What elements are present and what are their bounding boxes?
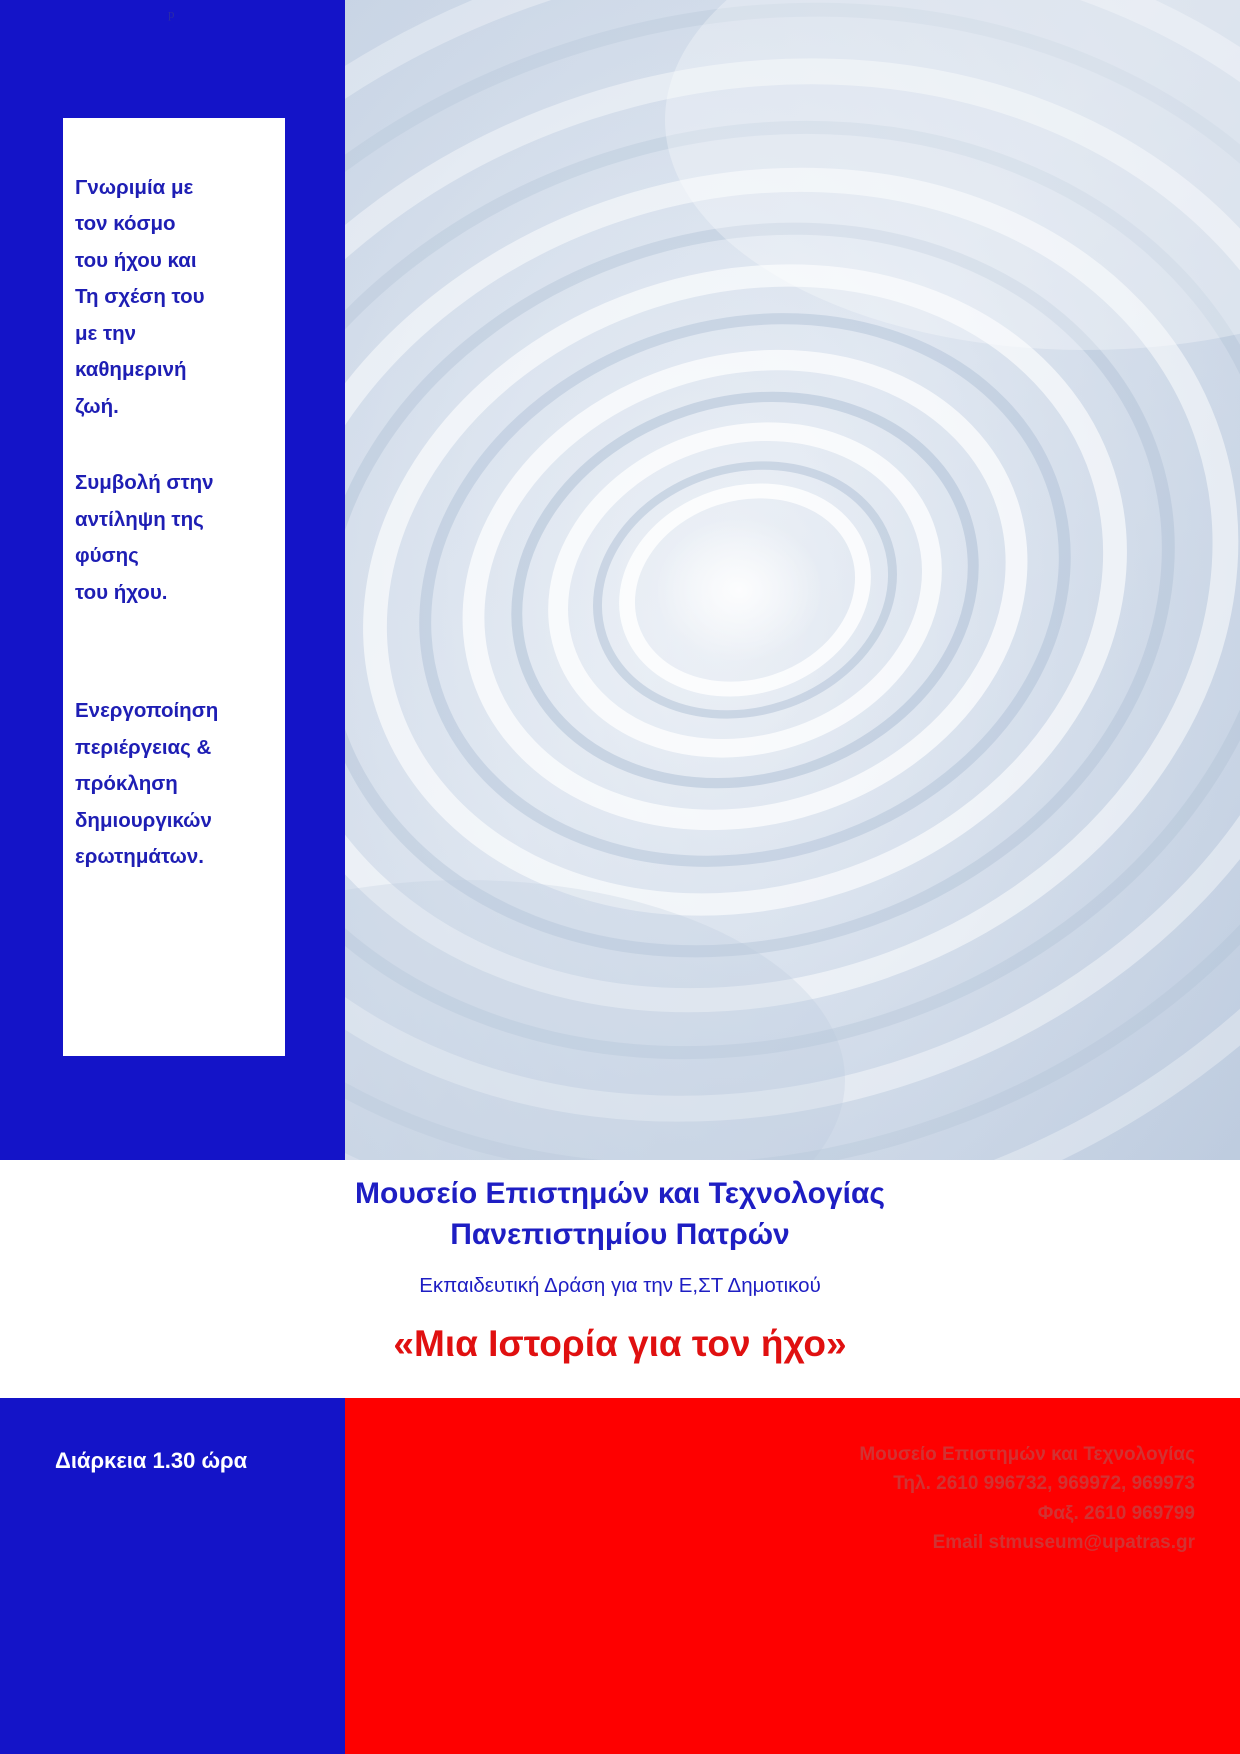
museum-name-line1: Μουσείο Επιστημών και Τεχνολογίας — [355, 1177, 885, 1210]
contact-name: Μουσείο Επιστημών και Τεχνολογίας — [859, 1444, 1195, 1465]
sidebar-paragraph-2 — [75, 465, 267, 611]
sidebar-line: πρόκληση — [75, 772, 178, 796]
event-title: «Μια Ιστορία για τον ήχο» — [393, 1323, 847, 1364]
sidebar-paragraph-1 — [75, 170, 267, 425]
sidebar-line: Γνωριμία με — [75, 176, 194, 199]
sidebar-line: Συμβολή στην — [75, 471, 214, 495]
sidebar-line: δημιουργικών — [75, 808, 212, 832]
sidebar-line: φύσης — [75, 544, 139, 568]
contact-info — [859, 1440, 1195, 1558]
water-ripple-image — [345, 0, 1240, 1160]
sidebar-line: καθημερινή — [75, 358, 187, 382]
sidebar-line: ζωή. — [75, 394, 119, 418]
contact-phone: Τηλ. 2610 996732, 969972, 969973 — [893, 1473, 1195, 1495]
spacer — [75, 611, 267, 693]
sidebar-line: με την — [75, 321, 137, 345]
duration-label: Διάρκεια 1.30 ώρα — [55, 1448, 248, 1473]
event-subtitle: Εκπαιδευτική Δράση για την Ε,ΣΤ Δημοτικού — [419, 1274, 821, 1297]
sidebar-line: ερωτημάτων. — [75, 845, 204, 869]
contact-fax: Φαξ. 2610 969799 — [1037, 1502, 1195, 1524]
museum-name-line2: Πανεπιστημίου Πατρών — [450, 1217, 790, 1251]
sidebar-line: Τη σχέση του — [75, 285, 205, 309]
poster-footer-section — [0, 1398, 1240, 1754]
sidebar-paragraph-3 — [75, 693, 267, 875]
sidebar-line: του ήχου και — [75, 248, 197, 272]
spacer — [75, 425, 267, 465]
contact-email: Email stmuseum@upatras.gr — [932, 1532, 1195, 1554]
poster-title-section — [0, 1160, 1240, 1390]
sidebar-line: περιέργειας & — [75, 735, 212, 759]
sidebar-text-box — [63, 118, 285, 1056]
sidebar-line: Ενεργοποίηση — [75, 699, 219, 723]
sidebar-line: αντίληψη της — [75, 507, 204, 531]
stray-glyph: p — [168, 6, 175, 21]
sidebar-line: τον κόσμο — [75, 212, 176, 236]
sidebar-line: του ήχου. — [75, 580, 168, 604]
